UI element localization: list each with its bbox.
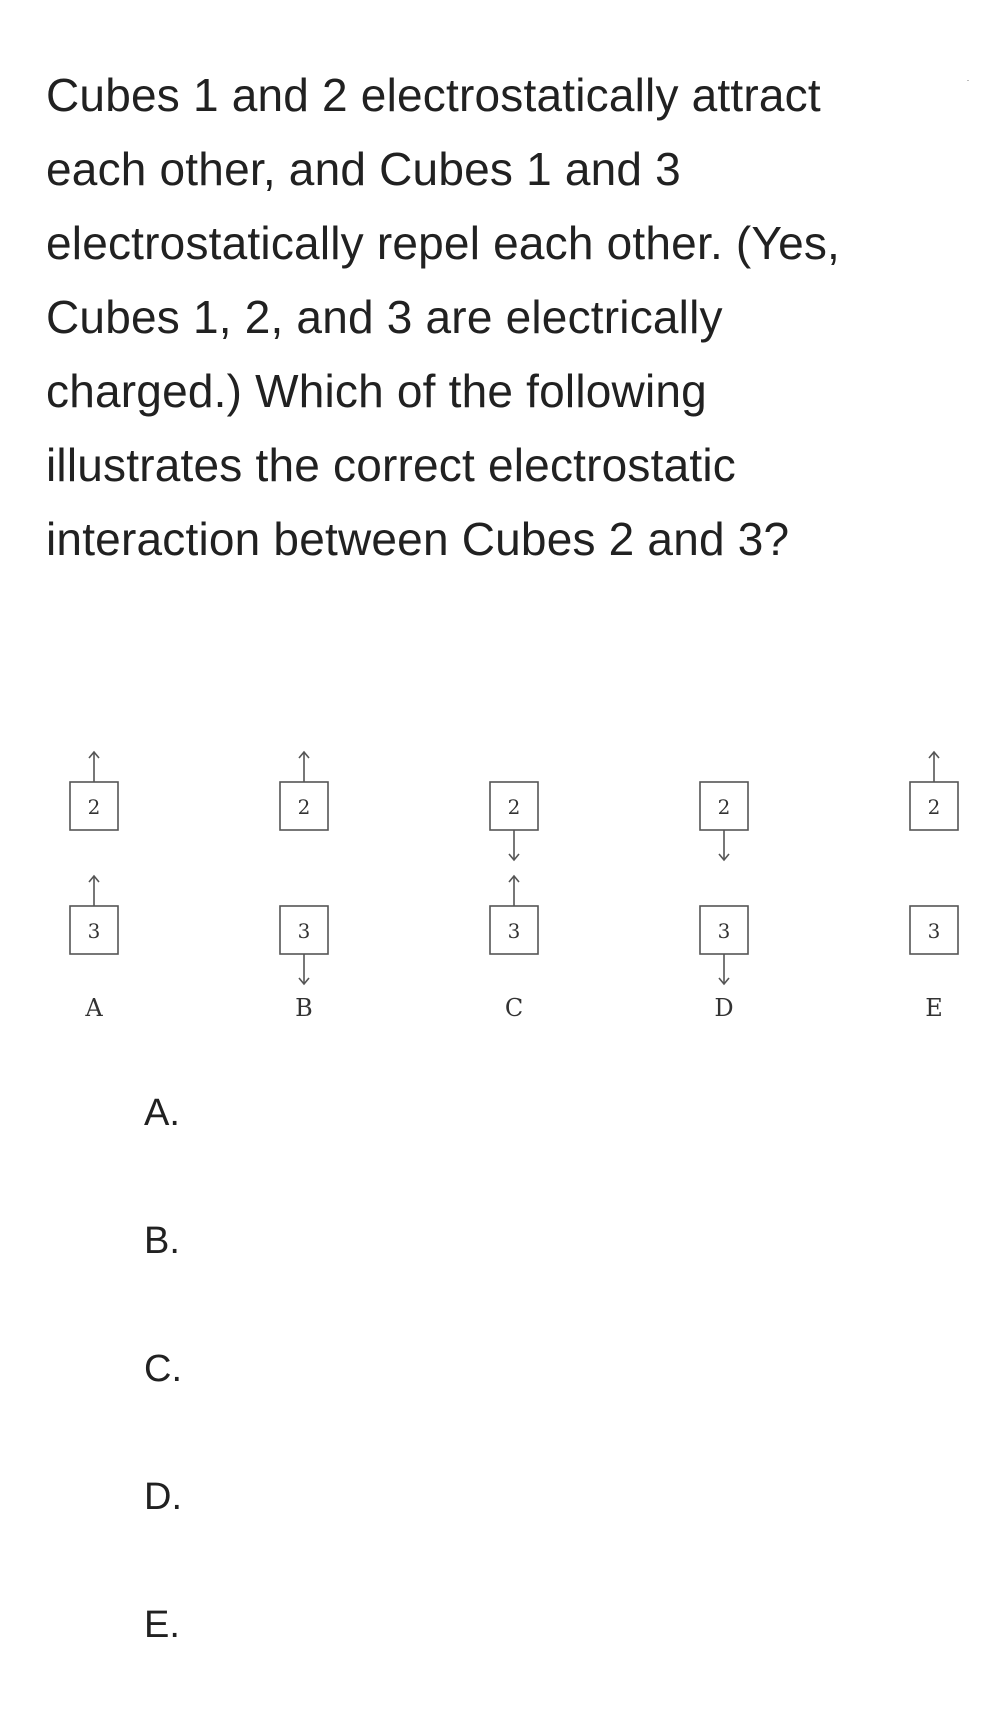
diagram-a-letter: A	[85, 994, 103, 1022]
diagram-a-cube-3-label: 3	[87, 919, 101, 943]
diagram-c-letter: C	[504, 994, 524, 1022]
diagram-c-cube-3-arrow-up	[509, 876, 519, 906]
choice-d[interactable]	[144, 1474, 182, 1602]
diagram-d-cube-3-arrow-down	[719, 954, 729, 984]
diagram-a-cube-3-arrow-up	[89, 876, 99, 906]
diagram-b-cube-3-arrow-down	[299, 954, 309, 984]
choice-a-label: A.	[144, 1092, 180, 1134]
choice-a[interactable]	[144, 1090, 182, 1218]
diagram-d-cube-3-label: 3	[717, 919, 731, 943]
interaction-diagrams	[40, 738, 980, 1028]
diagram-c-cube-2-label: 2	[507, 795, 521, 819]
answer-choices	[144, 1090, 182, 1730]
diagram-a-cube-2-arrow-up	[89, 752, 99, 782]
choice-b[interactable]	[144, 1218, 182, 1346]
diagram-b-letter: B	[295, 994, 313, 1022]
diagram-c-cube-2-arrow-down	[509, 830, 519, 860]
diagram-a-cube-2-label: 2	[87, 795, 101, 819]
choice-e-label: E.	[144, 1604, 180, 1646]
diagram-e-letter: E	[925, 994, 943, 1022]
interaction-figure	[40, 738, 980, 1028]
question-text: Cubes 1 and 2 electrostatically attract each other, and Cubes 1 and 3 electrostatically repel each other. (Yes, Cubes 1, 2, and 3 are electrically charged.) Which of the following illustrates the correct electrostatic interaction between Cubes 2 and 3?	[46, 69, 841, 565]
diagram-d-cube-2-label: 2	[717, 795, 731, 819]
diagram-d-cube-2-arrow-down	[719, 830, 729, 860]
diagram-b-cube-2-label: 2	[297, 795, 311, 819]
diagram-b-cube-3-label: 3	[297, 919, 311, 943]
diagram-e-cube-2-arrow-up	[929, 752, 939, 782]
diagram-e-cube-2-label: 2	[927, 795, 941, 819]
choice-c-label: C.	[144, 1348, 182, 1390]
corner-mark	[967, 80, 969, 81]
choice-c[interactable]	[144, 1346, 182, 1474]
diagram-d-letter: D	[714, 994, 734, 1022]
choice-e[interactable]	[144, 1602, 182, 1730]
choice-d-label: D.	[144, 1476, 182, 1518]
diagram-b-cube-2-arrow-up	[299, 752, 309, 782]
choice-b-label: B.	[144, 1220, 180, 1262]
diagram-c-cube-3-label: 3	[507, 919, 521, 943]
diagram-e-cube-3-label: 3	[927, 919, 941, 943]
